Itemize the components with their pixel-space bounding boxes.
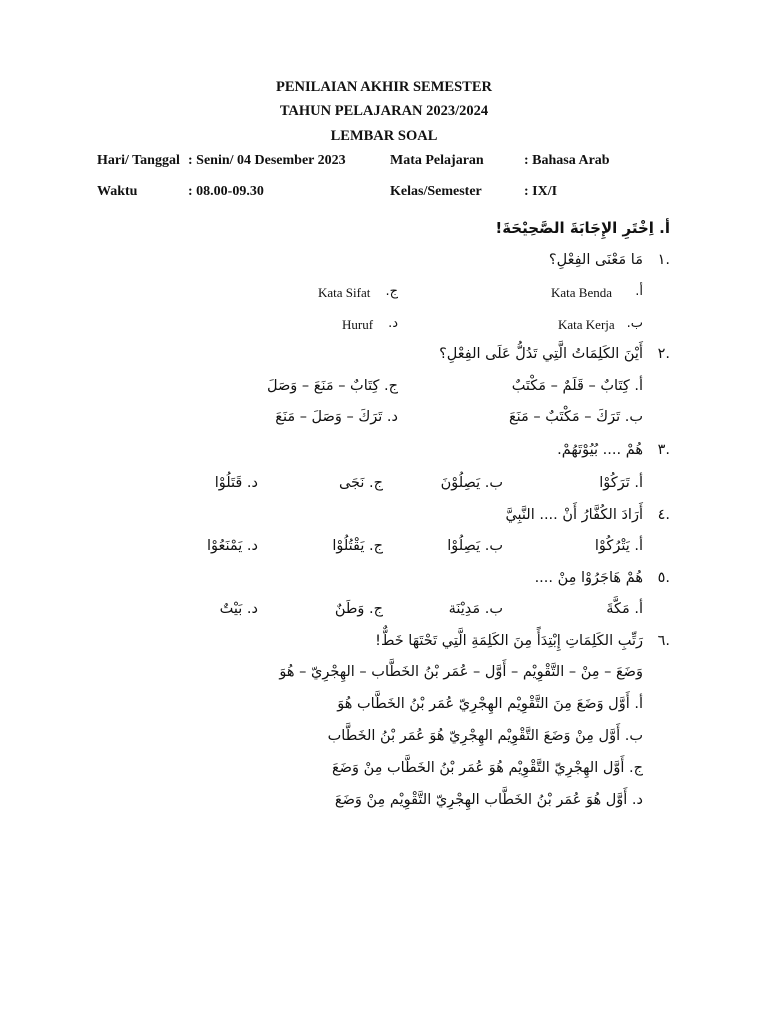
q6-number: ٦. [657, 633, 670, 649]
q5-text: هُمْ هَاجَرُوْا مِنْ .... [534, 570, 643, 586]
q4-text: أَرَادَ الكُفَّارُ أَنْ .... النَّبِيَّ [505, 507, 643, 523]
q4-option-a: أ. يَتْرُكُوْا [594, 538, 643, 554]
q6-word-list: وَضَعَ – مِنْ – التَّقْوِيْم – أَوَّل – عُمَر بْنُ الخَطَّاب – الهِجْرِيّ – هُوَ [279, 664, 643, 680]
day-date-value: : Senin/ 04 Desember 2023 [188, 153, 346, 168]
q2-text: أَيْنَ الكَلِمَاتُ الَّتِي تَدُلُّ عَلَى الفِعْلِ؟ [439, 346, 643, 362]
q5-option-a: أ. مَكَّةَ [606, 601, 643, 617]
q4-option-c: ج. يَقْتُلُوْا [332, 538, 383, 554]
q6-option-a: أ. أَوَّل وَضَعَ مِنَ التَّقْوِيْم الهِجْرِيّ عُمَر بْنُ الخَطَّاب هُوَ [337, 696, 643, 712]
exam-title: PENILAIAN AKHIR SEMESTER [276, 79, 492, 95]
q5-number: ٥. [657, 570, 670, 586]
q3-number: ٣. [657, 442, 670, 458]
q1-option-d-label: د. [388, 316, 398, 331]
q3-text: هُمْ .... بُيُوْتَهُمْ. [557, 442, 643, 458]
q1-option-d: Huruf [342, 317, 374, 332]
q3-option-d: د. قَتَلُوْا [214, 475, 258, 491]
class-value: : IX/I [524, 184, 558, 199]
q4-option-b: ب. يَصِلُوْا [447, 538, 503, 554]
q6-option-d: د. أَوَّل هُوَ عُمَر بْنُ الخَطَّاب الهِجْرِيّ التَّقْوِيْم مِنْ وَضَعَ [334, 792, 643, 808]
subject-label: Mata Pelajaran [390, 153, 484, 168]
time-value: : 08.00-09.30 [188, 184, 264, 199]
q3-option-b: ب. يَصِلُوْنَ [440, 475, 503, 491]
q6-option-c: ج. أَوَّل الهِجْرِيّ التَّقْوِيْم هُوَ عُمَر بْنُ الخَطَّاب مِنْ وَضَعَ [331, 760, 643, 776]
q2-option-c: ج. كِتَابٌ – مَنَعَ – وَصَلَ [266, 378, 398, 394]
q1-option-c: Kata Sifat [318, 285, 371, 300]
q4-option-d: د. يَمْنَعُوْا [207, 538, 258, 554]
q4-number: ٤. [657, 507, 670, 523]
q1-option-b-label: ب. [626, 316, 643, 331]
q2-option-b: ب. تَرَكَ – مَكْتَبٌ – مَنَعَ [508, 409, 643, 425]
q2-option-a: أ. كِتَابٌ – قَلَمٌ – مَكْتَبٌ [511, 378, 643, 394]
q1-option-a: Kata Benda [551, 285, 613, 300]
q6-text: رَتِّبِ الكَلِمَاتِ إِبْتِدَأً مِنَ الكَلِمَةِ الَّتِي تَحْتَهَا خَطٌّ! [375, 633, 643, 649]
q1-text: مَا مَعْنَى الفِعْلِ؟ [548, 252, 643, 268]
q2-number: ٢. [657, 346, 670, 362]
q1-option-a-label: أ. [635, 284, 643, 299]
q3-option-c: ج. نَجَى [338, 475, 383, 491]
q5-option-b: ب. مَدِيْنَة [448, 601, 503, 617]
q6-option-b: ب. أَوَّل مِنْ وَضَعَ التَّقْوِيْم الهِجْرِيّ هُوَ عُمَر بْنُ الخَطَّاب [327, 728, 643, 744]
sheet-title: LEMBAR SOAL [330, 128, 438, 144]
day-date-label: Hari/ Tanggal [97, 153, 180, 168]
section-title: أ. اِخْتَرِ الإِجَابَةَ الصَّحِيْحَةَ! [495, 219, 670, 237]
time-label: Waktu [97, 184, 138, 199]
q5-option-d: د. بَيْتٌ [219, 601, 258, 617]
class-label: Kelas/Semester [390, 184, 482, 199]
q3-option-a: أ. تَرَكُوْا [599, 475, 643, 491]
academic-year: TAHUN PELAJARAN 2023/2024 [279, 103, 489, 119]
subject-value: : Bahasa Arab [524, 153, 610, 168]
q1-number: ١. [657, 252, 670, 268]
q5-option-c: ج. وَطَنٌ [334, 601, 383, 617]
q1-option-b: Kata Kerja [558, 317, 615, 332]
q1-option-c-label: ج. [385, 284, 398, 299]
q2-option-d: د. تَرَكَ – وَصَلَ – مَنَعَ [275, 409, 398, 425]
